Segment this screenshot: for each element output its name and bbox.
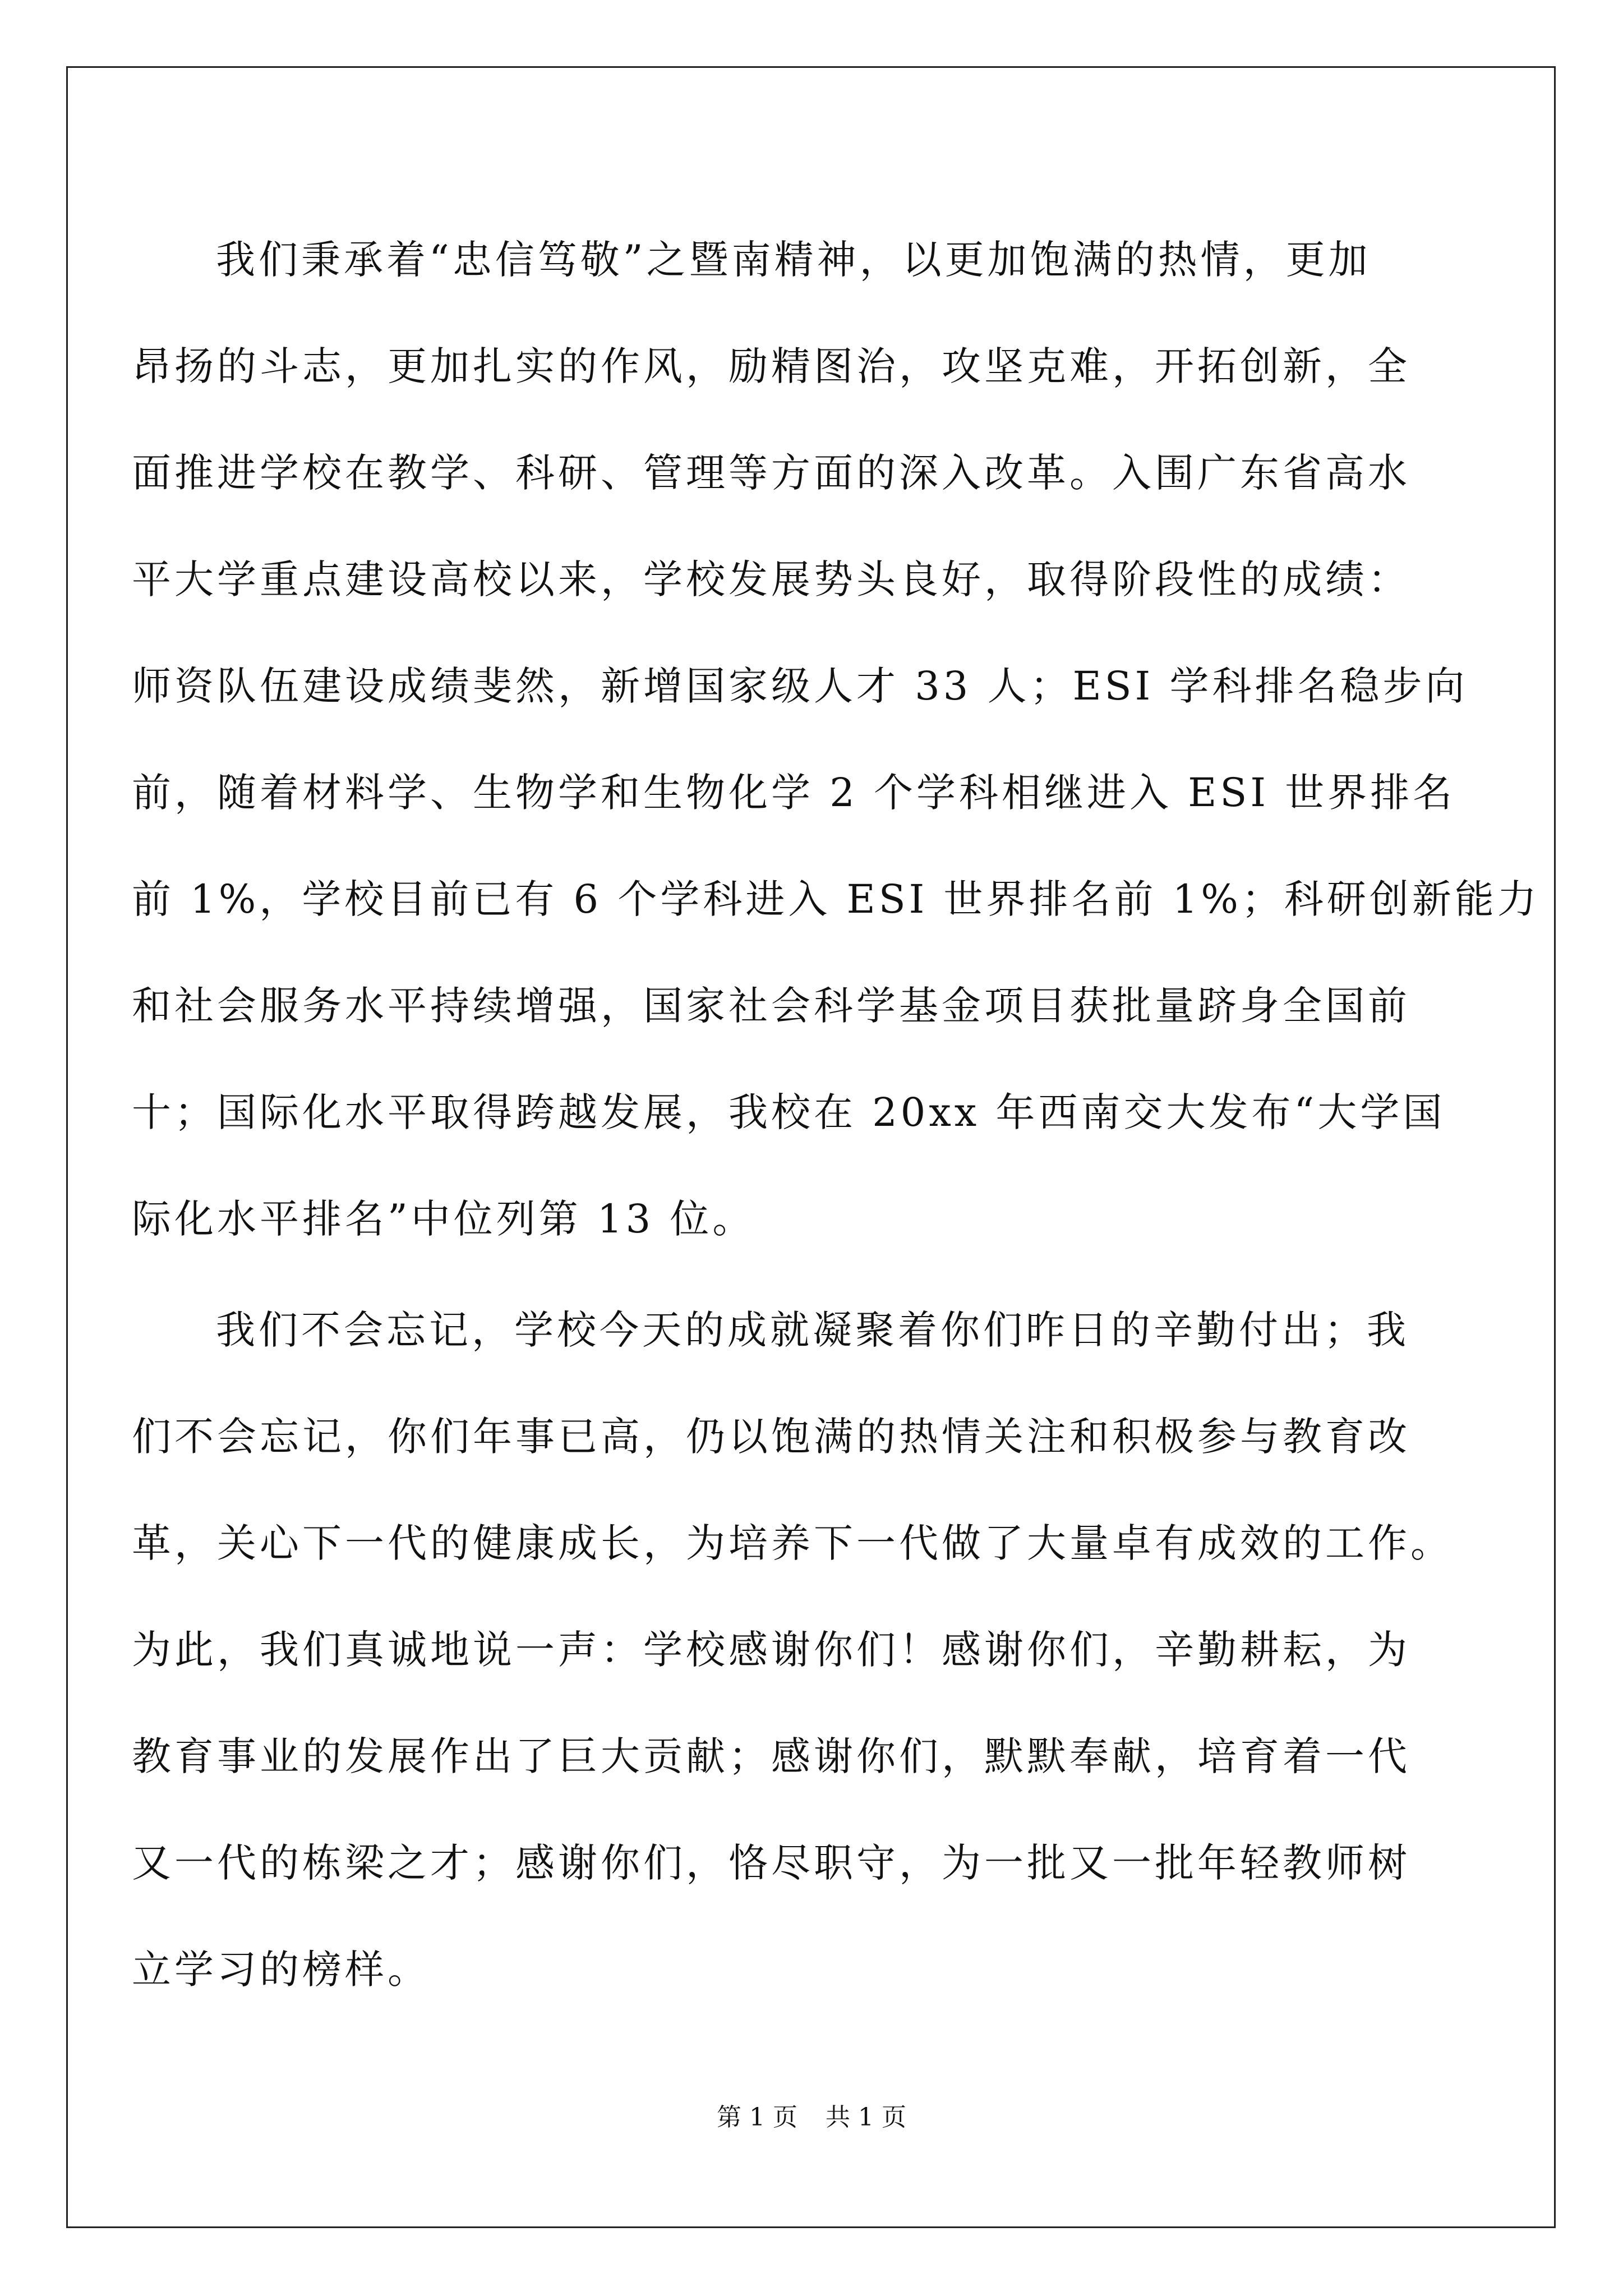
text-line: 平大学重点建设高校以来，学校发展势头良好，取得阶段性的成绩： <box>132 556 1410 602</box>
text-line: 面推进学校在教学、科研、管理等方面的深入改革。入围广东省高水 <box>132 450 1410 496</box>
text-line: 为此，我们真诚地说一声：学校感谢你们！感谢你们，辛勤耕耘，为 <box>132 1627 1410 1673</box>
document-body <box>132 206 1540 2023</box>
text-line: 际化水平排名”中位列第 13 位。 <box>132 1196 755 1242</box>
text-line: 立学习的榜样。 <box>132 1947 430 1993</box>
text-line: 我们秉承着“忠信笃敬”之暨南精神，以更加饱满的热情，更加 <box>216 237 1371 283</box>
paragraph-gap <box>132 1272 1489 1277</box>
paragraph <box>132 206 1540 1272</box>
text-line: 前 1%，学校目前已有 6 个学科进入 ESI 世界排名前 1%；科研创新能力 <box>132 876 1540 922</box>
text-line: 又一代的栋梁之才；感谢你们，恪尽职守，为一批又一批年轻教师树 <box>132 1840 1410 1886</box>
text-line: 们不会忘记，你们年事已高，仍以饱满的热情关注和积极参与教育改 <box>132 1414 1410 1460</box>
text-line: 教育事业的发展作出了巨大贡献；感谢你们，默默奉献，培育着一代 <box>132 1733 1410 1779</box>
text-line: 前，随着材料学、生物学和生物化学 2 个学科相继进入 ESI 世界排名 <box>132 770 1456 816</box>
text-line: 师资队伍建设成绩斐然，新增国家级人才 33 人；ESI 学科排名稳步向 <box>132 663 1468 709</box>
page-footer <box>0 2101 1623 2134</box>
text-line: 我们不会忘记，学校今天的成就凝聚着你们昨日的辛勤付出；我 <box>216 1307 1409 1353</box>
text-line: 昂扬的斗志，更加扎实的作风，励精图治，攻坚克难，开拓创新，全 <box>132 343 1410 389</box>
text-line: 革，关心下一代的健康成长，为培养下一代做了大量卓有成效的工作。 <box>132 1520 1453 1566</box>
paragraph <box>132 1277 1489 2023</box>
page-number: 第 1 页 <box>717 2103 797 2132</box>
text-line: 十；国际化水平取得跨越发展，我校在 20xx 年西南交大发布“大学国 <box>132 1089 1446 1135</box>
page-total: 共 1 页 <box>826 2103 906 2132</box>
text-line: 和社会服务水平持续增强，国家社会科学基金项目获批量跻身全国前 <box>132 983 1410 1029</box>
